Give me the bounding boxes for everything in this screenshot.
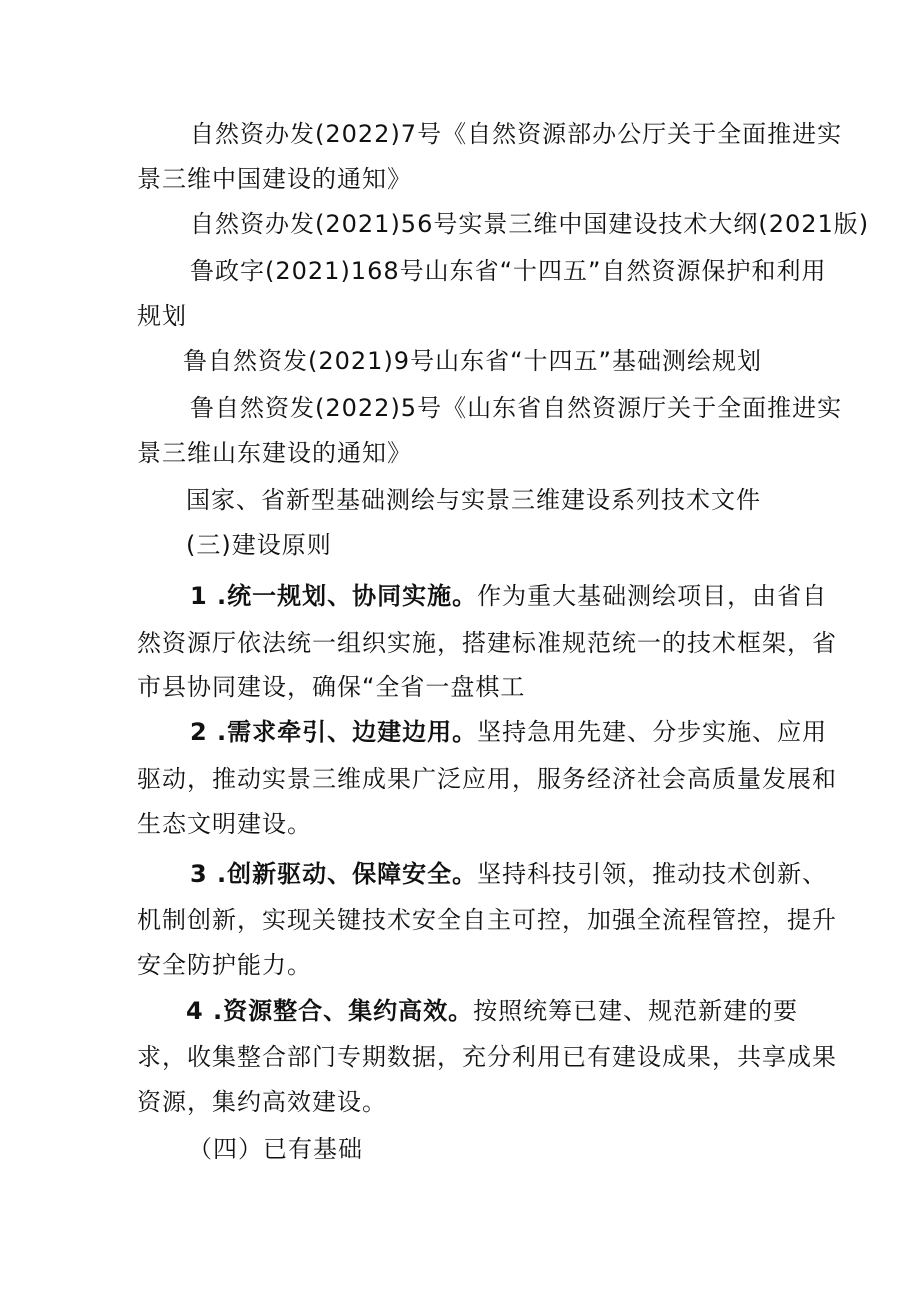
- principle-2-line-3: 生态文明建设。: [137, 810, 312, 838]
- principle-3-line-2: 机制创新，实现关键技术安全自主可控，加强全流程管控，提升: [137, 906, 837, 934]
- principle-3-lead: 3 .创新驱动、保障安全。: [190, 860, 478, 888]
- principle-4-line-3: 资源，集约高效建设。: [137, 1088, 387, 1116]
- principle-3-line-3: 安全防护能力。: [137, 951, 312, 979]
- principle-4-line-2: 求，收集整合部门专期数据，充分利用已有建设成果，共享成果: [137, 1043, 837, 1071]
- reference-6-line-1: 国家、省新型基础测绘与实景三维建设系列技术文件: [186, 486, 761, 514]
- principle-1-lead: 1 .统一规划、协同实施。: [190, 582, 478, 610]
- section-3-heading: (三)建设原则: [186, 531, 332, 559]
- reference-1-line-1: 自然资办发(2022)7号《自然资源部办公厅关于全面推进实: [190, 120, 843, 148]
- principle-4-lead: 4 .资源整合、集约高效。: [186, 997, 474, 1025]
- principle-1-line-3: 市县协同建设，确保“全省一盘棋工: [137, 673, 526, 701]
- principle-2-line-1: [190, 716, 827, 748]
- principle-4-line-1: [186, 995, 798, 1027]
- principle-2-lead: 2 .需求牵引、边建边用。: [190, 718, 478, 746]
- principle-1-line-1: [190, 580, 827, 612]
- principle-2-line-2: 驱动，推动实景三维成果广泛应用，服务经济社会高质量发展和: [137, 765, 837, 793]
- principle-1-line-2: 然资源厅依法统一组织实施，搭建标准规范统一的技术框架，省: [137, 629, 837, 657]
- reference-3-line-2: 规划: [137, 302, 187, 330]
- principle-3-text: 坚持科技引领，推动技术创新、: [477, 860, 828, 888]
- reference-2-line-1: 自然资办发(2021)56号实景三维中国建设技术大纲(2021版): [190, 210, 870, 238]
- principle-4-text: 按照统筹已建、规范新建的要: [473, 997, 799, 1025]
- reference-4-line-1: 鲁自然资发(2021)9号山东省“十四五”基础测绘规划: [183, 347, 762, 375]
- reference-3-line-1: 鲁政字(2021)168号山东省“十四五”自然资源保护和利用: [190, 257, 827, 285]
- reference-5-line-2: 景三维山东建设的通知》: [137, 439, 412, 467]
- section-4-heading: （四）已有基础: [188, 1135, 363, 1163]
- principle-1-text: 作为重大基础测绘项目，由省自: [477, 582, 828, 610]
- principle-2-text: 坚持急用先建、分步实施、应用: [477, 718, 828, 746]
- reference-5-line-1: 鲁自然资发(2022)5号《山东省自然资源厅关于全面推进实: [190, 394, 843, 422]
- reference-1-line-2: 景三维中国建设的通知》: [137, 165, 412, 193]
- principle-3-line-1: [190, 858, 827, 890]
